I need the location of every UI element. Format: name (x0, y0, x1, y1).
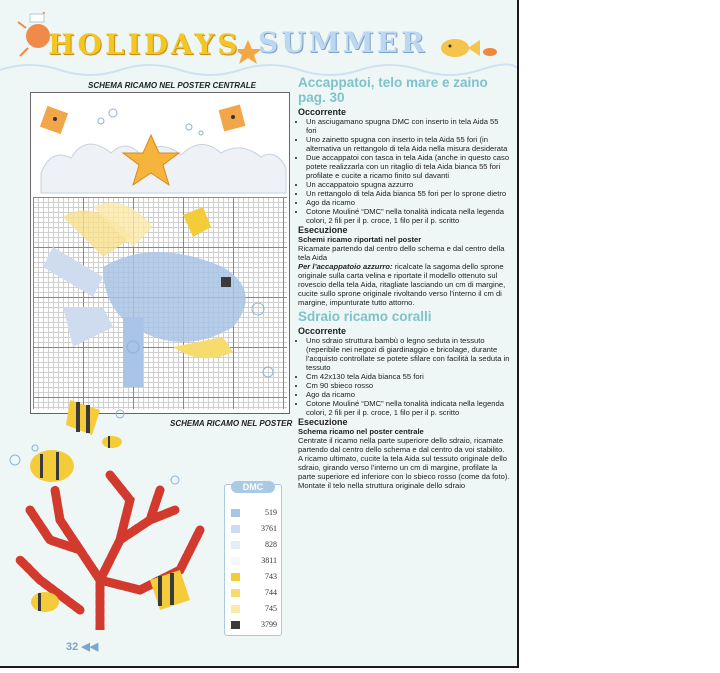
section2-title: Sdraio ricamo coralli (298, 309, 432, 324)
legend-row (231, 571, 279, 583)
title-holidays: HOLIDAYS (48, 28, 241, 61)
legend-row (231, 523, 279, 535)
legend-swatch (231, 525, 240, 533)
section2-text1: Centrate il ricamo nella parte superiore dello sdraio, ricamate partendo dal centro dello schema e dal centro da voi stabilito. A ricamo ultimato, cucite la tela Aida sul tessuto originale dello sdraio, girando verso l’interno un cm di margine, profilate la parte superiore ed inferiore con lo sbieco rosso (come da foto). Montate il telo nella struttura originale dello sdraio (298, 436, 510, 490)
legend-code: 3811 (261, 556, 277, 565)
caption-top: SCHEMA RICAMO NEL POSTER CENTRALE (88, 81, 257, 90)
instructions-column (298, 75, 510, 490)
legend-code: 3761 (261, 524, 277, 533)
legend-swatch (231, 605, 240, 613)
section2-esecuzione-label: Esecuzione (298, 417, 348, 427)
list-item: • Cotone Mouliné “DMC” nella tonalità indicata nella legenda colori, 2 fili per il p. croce, 1 filo per il p. scritto (306, 207, 510, 225)
section1-materials-list (298, 117, 510, 225)
title-summer: SUMMER (258, 26, 428, 59)
list-item: • Uno zainetto spugna con inserto in tela Aida 55 fori (in alternativa un rettangolo di tela Aida nella misura desiderata (306, 135, 510, 153)
section1-sub2: Per l’accappatoio azzurro: (298, 262, 393, 271)
chart-top-illustration (31, 93, 289, 197)
caption-bottom: SCHEMA RICAMO NEL POSTER (170, 419, 293, 428)
cross-stitch-chart (30, 92, 290, 414)
section2-sub1: Schema ricamo nel poster centrale (298, 427, 424, 436)
list-item: • Cotone Mouliné “DMC” nella tonalità indicata nella legenda colori, 2 fili per il p. croce, 1 filo per il p. scritto (306, 399, 510, 417)
legend-title: DMC (231, 481, 275, 493)
list-item: • Cm 42x130 tela Aida bianca 55 fori (306, 372, 510, 381)
list-item: • Cm 90 sbieco rosso (306, 381, 510, 390)
legend-swatch (231, 509, 240, 517)
list-item: • Ago da ricamo (306, 198, 510, 207)
legend-code: 743 (265, 572, 277, 581)
dmc-legend (224, 484, 282, 636)
list-item: • Uno sdraio struttura bambù o legno seduta in tessuto (reperibile nei negozi di giardinaggio e bricolage, durante l’acquisto controllate se potete sfilare con facilità la seduta in tessuto (306, 336, 510, 372)
chart-fish-motif (33, 197, 290, 409)
section1-text2: ricalcate la sagoma dello sprone originale sulla carta velina e riportate il modello ottenuto sul rovescio della tela Aida, ritagliate lasciando un cm di margine, cucite sullo sprone originale rivoltando verso l’interno il cm di margine, impunturate tutto attorno. (298, 262, 506, 307)
page-number-value: 32 (66, 641, 79, 653)
section1-paragraph2 (298, 262, 510, 307)
legend-row (231, 587, 279, 599)
legend-code: 828 (265, 540, 277, 549)
header-band (0, 0, 517, 80)
section1-sub1: Schemi ricamo riportati nel poster (298, 235, 422, 244)
legend-swatch (231, 589, 240, 597)
section1-title: Accappatoi, telo mare e zaino pag. 30 (298, 75, 488, 105)
legend-row (231, 539, 279, 551)
legend-row (231, 603, 279, 615)
legend-code: 519 (265, 508, 277, 517)
legend-swatch (231, 573, 240, 581)
legend-code: 3799 (261, 620, 277, 629)
section1-text1: Ricamate partendo dal centro dello schema e dal centro della tela Aida (298, 244, 505, 262)
section2-materials-list (298, 336, 510, 417)
legend-code: 744 (265, 588, 277, 597)
legend-code: 745 (265, 604, 277, 613)
section1-esecuzione-label: Esecuzione (298, 225, 348, 235)
list-item: • Un accappatoio spugna azzurro (306, 180, 510, 189)
list-item: • Un asciugamano spugna DMC con inserto in tela Aida 55 fori (306, 117, 510, 135)
legend-row (231, 619, 279, 631)
legend-swatch (231, 541, 240, 549)
section2-occorrente-label: Occorrente (298, 326, 347, 336)
double-chevron-left-icon: ◀◀ (81, 641, 99, 653)
legend-swatch (231, 557, 240, 565)
list-item: • Un rettangolo di tela Aida bianca 55 fori per lo sprone dietro (306, 189, 510, 198)
coral-illustration (0, 380, 230, 630)
list-item: • Ago da ricamo (306, 390, 510, 399)
page-number (66, 640, 98, 653)
legend-swatch (231, 621, 240, 629)
legend-row (231, 507, 279, 519)
section1-occorrente-label: Occorrente (298, 107, 347, 117)
list-item: • Due accappatoi con tasca in tela Aida (anche in questo caso potete realizzarla con un ritaglio di tela Aida bianca 55 fori profilate e cucite a ricamo finito sul davanti (306, 153, 510, 180)
legend-row (231, 555, 279, 567)
